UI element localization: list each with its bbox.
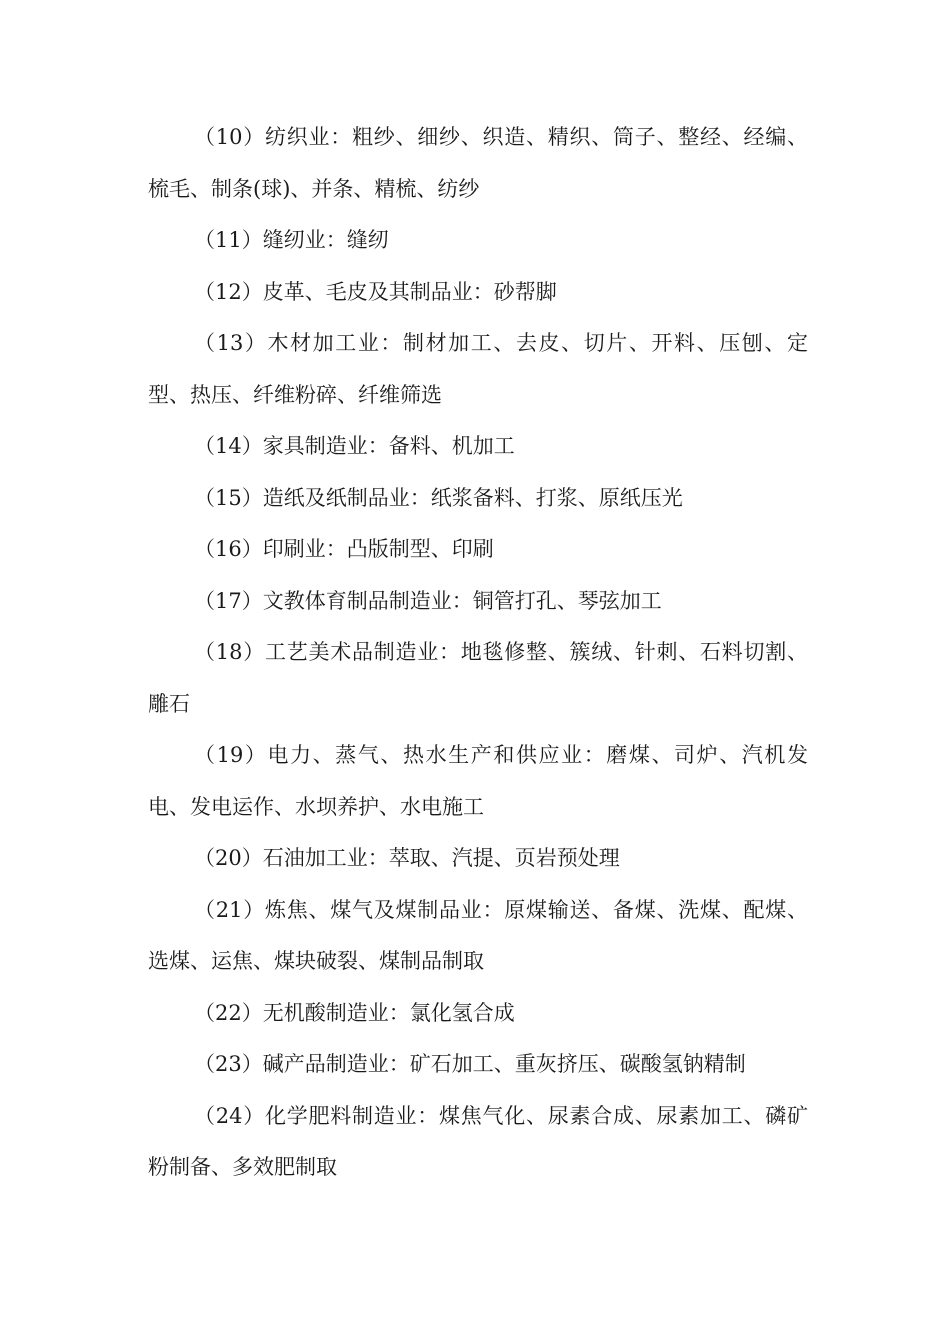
paragraph-12: （12）皮革、毛皮及其制品业：砂帮脚 [194,279,557,304]
paragraph-21: （21）炼焦、煤气及煤制品业：原煤输送、备煤、洗煤、配煤、选煤、运焦、煤块破裂、煤制品制取 [148,897,808,973]
paragraph-16: （16）印刷业：凸版制型、印刷 [194,537,494,561]
paragraph-14: （14）家具制造业：备料、机加工 [194,434,515,458]
paragraph-18: （18）工艺美术品制造业：地毯修整、簇绒、针刺、石料切割、雕石 [148,640,808,716]
paragraph-24: （24）化学肥料制造业：煤焦气化、尿素合成、尿素加工、磷矿粉制备、多效肥制取 [148,1103,808,1179]
paragraph-23: （23）碱产品制造业：矿石加工、重灰挤压、碳酸氢钠精制 [194,1052,746,1076]
paragraph-13: （13）木材加工业：制材加工、去皮、切片、开料、压刨、定型、热压、纤维粉碎、纤维筛选 [148,331,808,407]
paragraph-17: （17）文教体育制品制造业：铜管打孔、琴弦加工 [194,588,662,613]
paragraph-22: （22）无机酸制造业：氯化氢合成 [194,1000,515,1025]
paragraph-20: （20）石油加工业：萃取、汽提、页岩预处理 [194,846,620,870]
document-body [148,112,808,1194]
paragraph-10: （10）纺织业：粗纱、细纱、织造、精织、筒子、整经、经编、梳毛、制条(球)、并条、精梳、纺纱 [148,125,808,201]
paragraph-11: （11）缝纫业：缝纫 [194,228,389,252]
paragraph-15: （15）造纸及纸制品业：纸浆备料、打浆、原纸压光 [194,485,683,510]
paragraph-19: （19）电力、蒸气、热水生产和供应业：磨煤、司炉、汽机发电、发电运作、水坝养护、水电施工 [148,743,808,819]
